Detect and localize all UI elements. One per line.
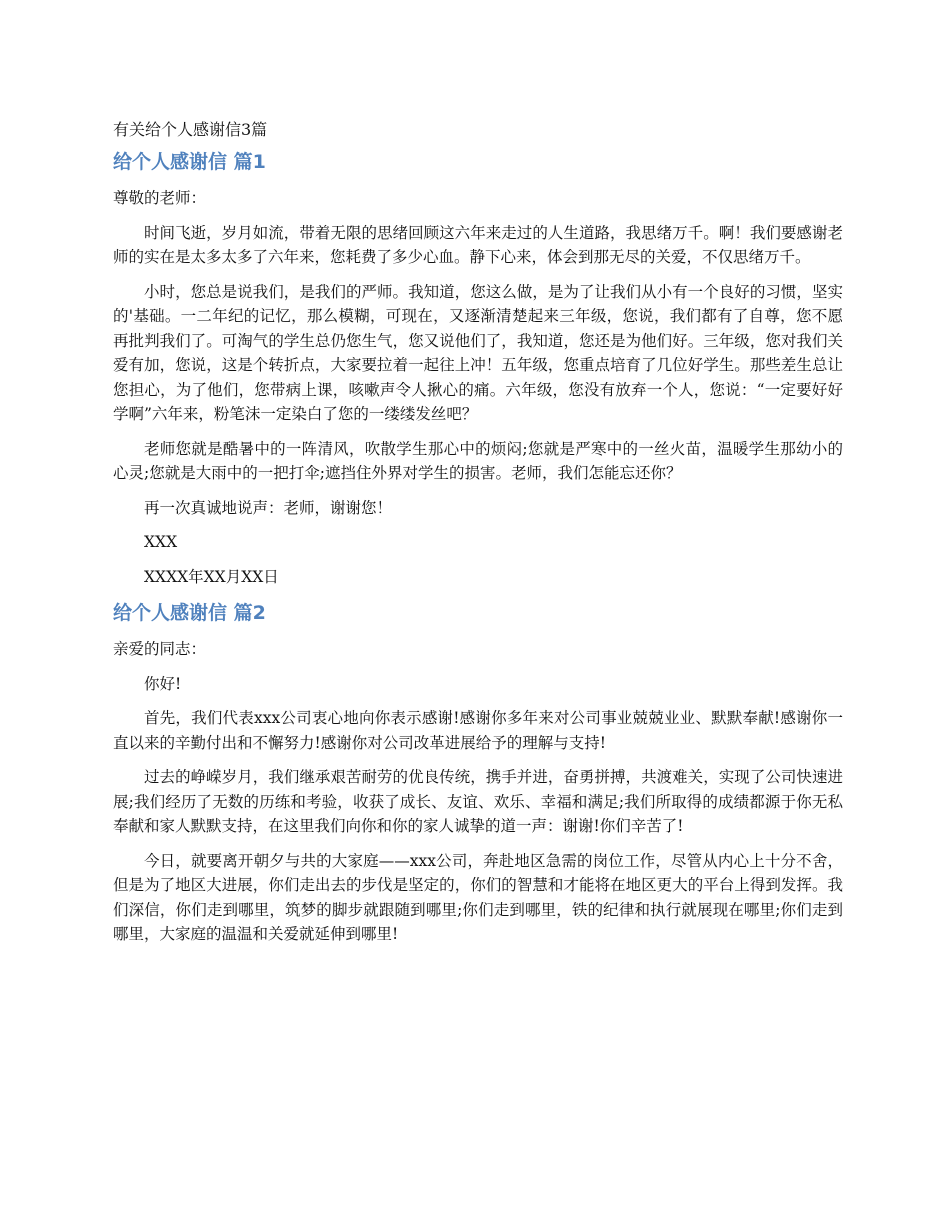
signature: XXX bbox=[144, 533, 178, 551]
paragraph: 过去的峥嵘岁月，我们继承艰苦耐劳的优良传统，携手并进，奋勇拼搏，共渡难关，实现了公司快速进展;我们经历了无数的历练和考验，收获了成长、友谊、欢乐、幸福和满足;我们所取得的成绩都源于你无私奉献和家人默默支持，在这里我们向你和你的家人诚挚的道一声：谢谢!你们辛苦了! bbox=[113, 768, 843, 835]
section-2 bbox=[113, 599, 843, 947]
section-heading: 给个人感谢信 篇1 bbox=[113, 151, 266, 173]
paragraph: 小时，您总是说我们，是我们的严师。我知道，您这么做，是为了让我们从小有一个良好的习惯，坚实的'基础。一二年纪的记忆，那么模糊，可现在，又逐渐清楚起来三年级，您说，我们都有了自尊，您不愿再批判我们了。可淘气的学生总仍您生气，您又说他们了，我知道，您还是为他们好。三年级，您对我们关爱有加，您说，这是个转折点，大家要拉着一起往上冲！五年级，您重点培育了几位好学生。那些差生总让您担心，为了他们，您带病上课，咳嗽声令人揪心的痛。六年级，您没有放弃一个人，您说：“一定要好好学啊”六年来，粉笔沫一定染白了您的一缕缕发丝吧？ bbox=[113, 282, 843, 423]
paragraph: 今日，就要离开朝夕与共的大家庭——xxx公司，奔赴地区急需的岗位工作，尽管从内心上十分不舍，但是为了地区大进展，你们走出去的步伐是坚定的，你们的智慧和才能将在地区更大的平台上得到发挥。我们深信，你们走到哪里，筑梦的脚步就跟随到哪里;你们走到哪里，铁的纪律和执行就展现在哪里;你们走到哪里，大家庭的温温和关爱就延伸到哪里! bbox=[113, 851, 843, 943]
salutation: 亲爱的同志： bbox=[113, 640, 207, 658]
section-heading: 给个人感谢信 篇2 bbox=[113, 602, 266, 624]
paragraph: 首先，我们代表xxx公司衷心地向你表示感谢!感谢你多年来对公司事业兢兢业业、默默奉献!感谢你一直以来的辛勤付出和不懈努力!感谢你对公司改革进展给予的理解与支持! bbox=[113, 709, 843, 752]
document-title: 有关给个人感谢信3篇 bbox=[113, 120, 268, 139]
paragraph: 时间飞逝，岁月如流，带着无限的思绪回顾这六年来走过的人生道路，我思绪万千。啊！我们要感谢老师的实在是太多太多了六年来，您耗费了多少心血。静下心来，体会到那无尽的关爱，不仅思绪万千。 bbox=[113, 223, 843, 266]
greeting: 你好! bbox=[144, 674, 182, 693]
section-1 bbox=[113, 148, 843, 589]
salutation: 尊敬的老师： bbox=[113, 189, 207, 207]
document-page bbox=[113, 118, 843, 957]
date-line: XXXX年XX月XX日 bbox=[144, 567, 279, 586]
paragraph: 老师您就是酷暑中的一阵清风，吹散学生那心中的烦闷;您就是严寒中的一丝火苗，温暖学生那幼小的心灵;您就是大雨中的一把打伞;遮挡住外界对学生的损害。老师，我们怎能忘还你？ bbox=[113, 439, 843, 482]
closing-line: 再一次真诚地说声：老师，谢谢您！ bbox=[144, 498, 393, 517]
